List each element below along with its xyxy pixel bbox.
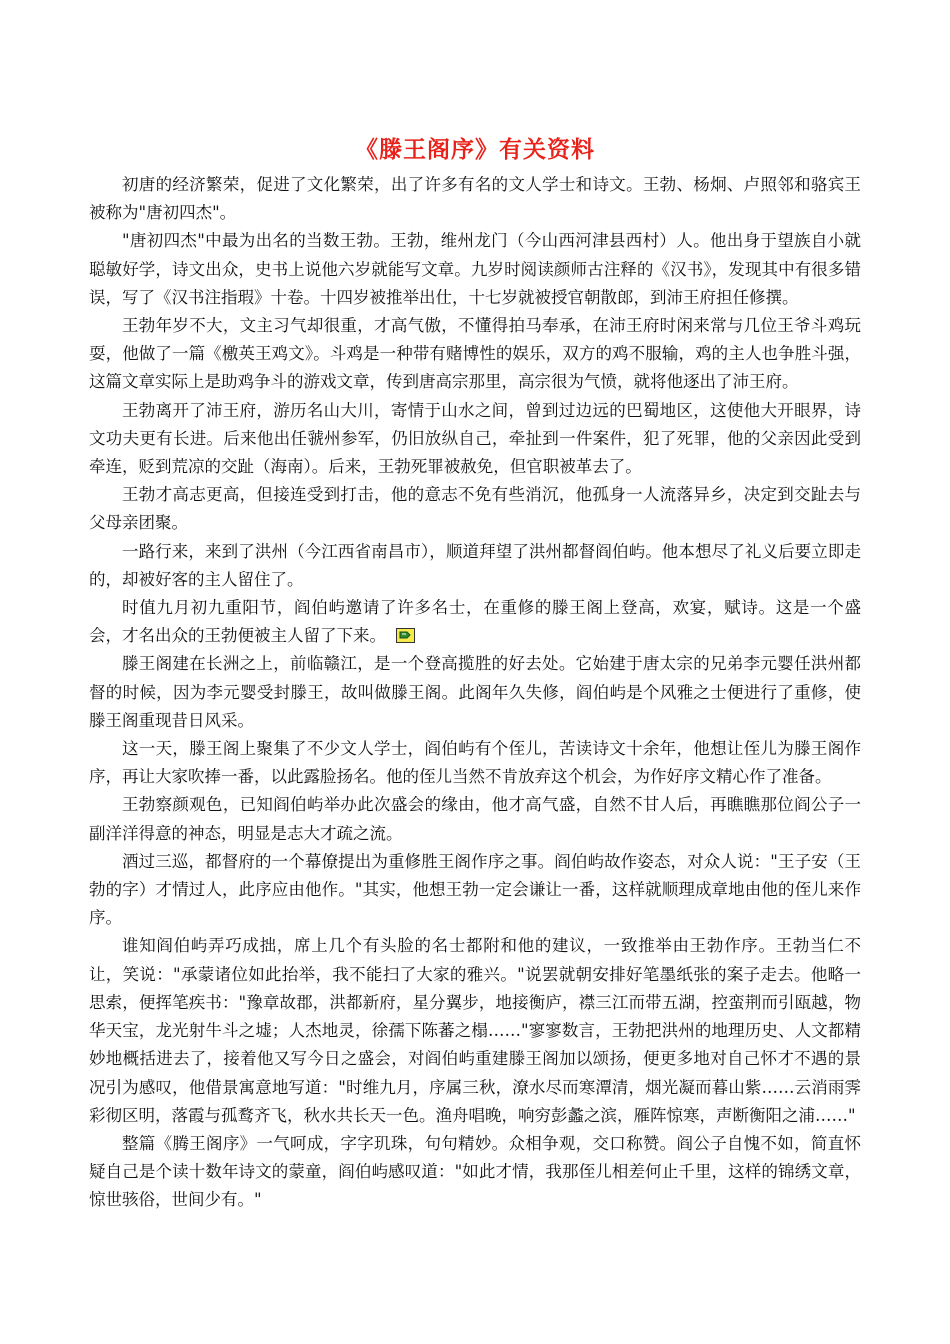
paragraph: 这一天，滕王阁上聚集了不少文人学士，阎伯屿有个侄儿，苦读诗文十余年，他想让侄儿为滕王阁作序，再让大家吹捧一番，以此露脸扬名。他的侄儿当然不肯放弃这个机会，为作好序文精心作了准备。	[89, 739, 861, 787]
paragraph: 王勃才高志更高，但接连受到打击，他的意志不免有些消沉，他孤身一人流落异乡，决定到交趾去与父母亲团聚。	[89, 485, 861, 533]
paragraph: "唐初四杰"中最为出名的当数王勃。王勃，维州龙门（今山西河津县西村）人。他出身于望族自小就聪敏好学，诗文出众，史书上说他六岁就能写文章。九岁时阅读颜师古注释的《汉书》，发现其中有很多错误，写了《汉书注指瑕》十卷。十四岁被推举出仕，十七岁就被授官朝散郎，到沛王府担任修撰。	[89, 231, 861, 307]
paragraph: 整篇《腾王阁序》一气呵成，字字玑珠，句句精妙。众相争观，交口称赞。阎公子自愧不如，简直怀疑自己是个读十数年诗文的蒙童，阎伯屿感叹道："如此才情，我那侄儿相差何止千里，这样的锦绣文章，惊世骇俗，世间少有。"	[89, 1133, 861, 1210]
paragraph: 酒过三巡，都督府的一个幕僚提出为重修胜王阁作序之事。阎伯屿故作姿态，对众人说："王子安（王勃的字）才情过人，此序应由他作。"其实，他想王勃一定会谦让一番，这样就顺理成章地由他的侄儿来作序。	[89, 851, 861, 928]
paragraph: 谁知阎伯屿弄巧成拙，席上几个有头脸的名士都附和他的建议，一致推举由王勃作序。王勃当仁不让，笑说："承蒙诸位如此抬举，我不能扫了大家的雅兴。"说罢就朝安排好笔墨纸张的案子走去。他略一思索，便挥笔疾书："豫章故郡，洪都新府，星分翼步，地接衡庐，襟三江而带五湖，控蛮荆而引瓯越，物华天宝，龙光射牛斗之墟；人杰地灵，徐孺下陈蕃之榻……"寥寥数言，王勃把洪州的地理历史、人文都精妙地概括进去了，接着他又写今日之盛会，对阎伯屿重建滕王阁加以颂扬，便更多地对自己怀才不遇的景况引为感叹，他借景寓意地写道："时维九月，序属三秋，潦水尽而寒潭清，烟光凝而暮山紫……云消雨霁彩彻区明，落霞与孤鹜齐飞，秋水共长天一色。渔舟唱晚，响穷彭蠡之滨，雁阵惊寒，声断衡阳之浦……"	[89, 936, 861, 1125]
paragraph: 滕王阁建在长洲之上，前临赣江，是一个登高揽胜的好去处。它始建于唐太宗的兄弟李元婴任洪州都督的时候，因为李元婴受封滕王，故叫做滕王阁。此阁年久失修，阎伯屿是个风雅之士便进行了重修，使滕王阁重现昔日风采。	[89, 654, 861, 730]
paragraph: 王勃年岁不大，文主习气却很重，才高气傲，不懂得拍马奉承，在沛王府时闲来常与几位王爷斗鸡玩耍，他做了一篇《檄英王鸡文》。斗鸡是一种带有赌博性的娱乐，双方的鸡不服输，鸡的主人也争胜斗强，这篇文章实际上是助鸡争斗的游戏文章，传到唐高宗那里，高宗很为气愤，就将他逐出了沛王府。	[89, 316, 861, 392]
paragraph: 王勃离开了沛王府，游历名山大川，寄情于山水之间，曾到过边远的巴蜀地区，这使他大开眼界，诗文功夫更有长进。后来他出任虢州参军，仍旧放纵自己，牵扯到一件案件，犯了死罪，他的父亲因此受到牵连，贬到荒凉的交趾（海南）。后来，王勃死罪被赦免，但官职被革去了。	[89, 400, 861, 477]
page-title: 《滕王阁序》有关资料	[355, 136, 595, 163]
paragraph-text: 时值九月初九重阳节，阎伯屿邀请了许多名士，在重修的滕王阁上登高，欢宴，赋诗。这是一个盛会，才名出众的王勃便被主人留了下来。	[89, 598, 861, 646]
paragraph: 一路行来，来到了洪州（今江西省南昌市），顺道拜望了洪州都督阎伯屿。他本想尽了礼义后要立即走的，却被好客的主人留住了。	[89, 541, 861, 589]
paragraph: 初唐的经济繁荣，促进了文化繁荣，出了许多有名的文人学士和诗文。王勃、杨炯、卢照邻和骆宾王被称为"唐初四杰"。	[89, 175, 861, 223]
note-icon[interactable]	[396, 628, 415, 643]
paragraph: 王勃察颜观色，已知阎伯屿举办此次盛会的缘由，他才高气盛，自然不甘人后，再瞧瞧那位阎公子一副洋洋得意的神态，明显是志大才疏之流。	[89, 795, 861, 843]
paragraph-with-note	[89, 594, 861, 650]
article-body	[89, 171, 861, 1215]
